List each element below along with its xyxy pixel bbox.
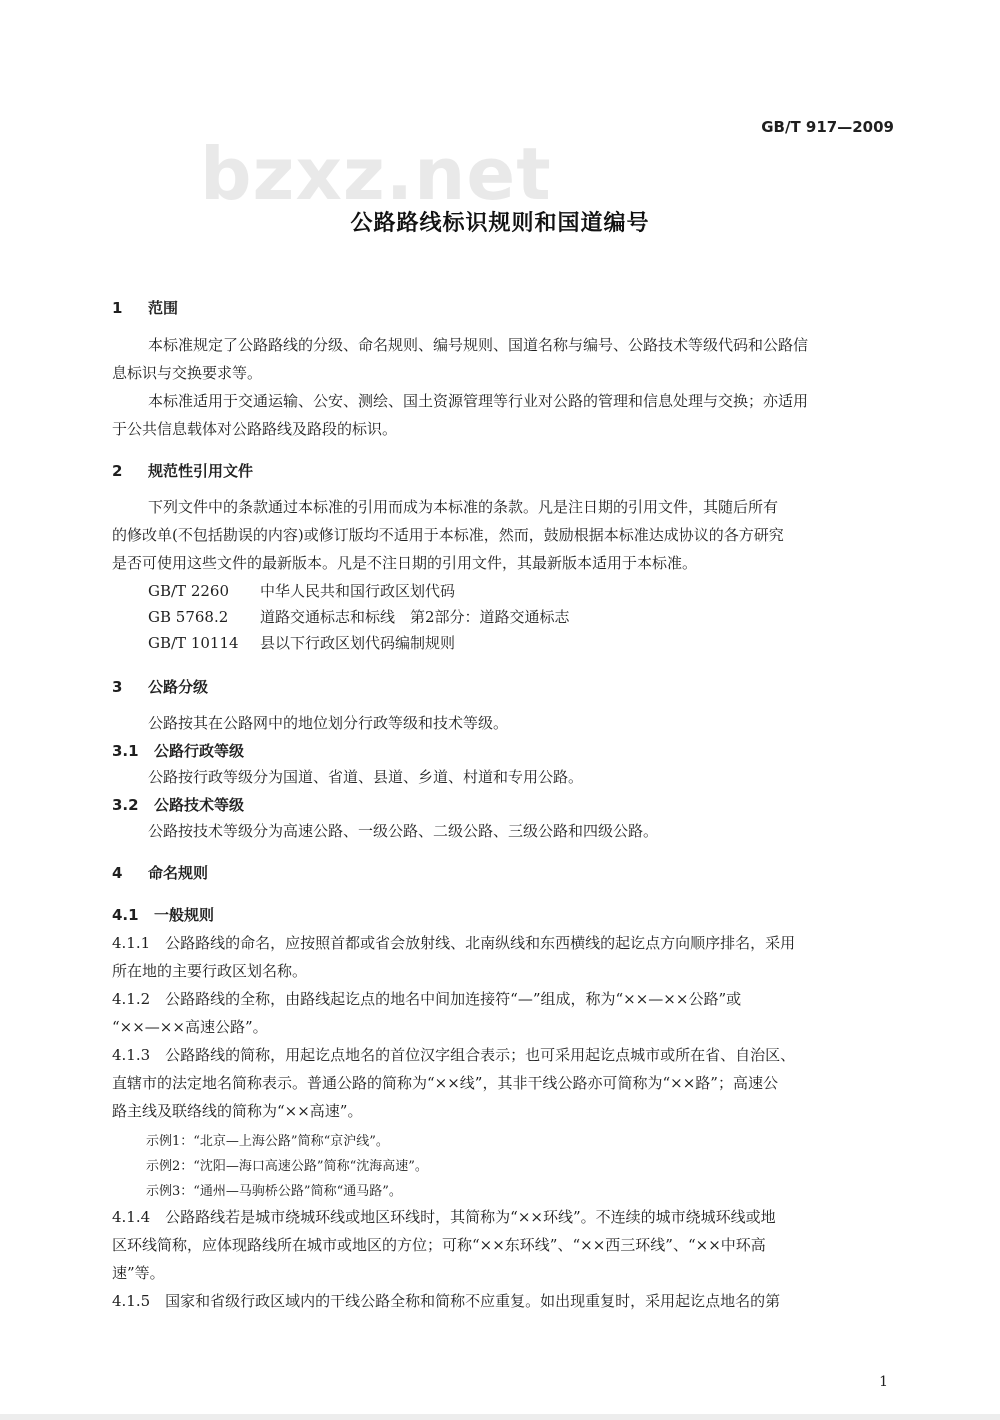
subsection-number: 3.2: [112, 796, 139, 814]
clause-4-1-3-line: 4.1.3 公路路线的简称，用起讫点地名的首位汉字组合表示；也可采用起讫点城市或所在省、自治区、: [112, 1046, 796, 1064]
clause-4-1-2-line: 4.1.2 公路路线的全称，由路线起讫点的地名中间加连接符“—”组成，称为“××—××公路”或: [112, 990, 742, 1008]
paragraph-line: 公路按其在公路网中的地位划分行政等级和技术等级。: [148, 714, 509, 732]
page-edge: [0, 1414, 1000, 1420]
subsection-number: 4.1: [112, 906, 139, 924]
reference-code: GB/T 10114: [148, 634, 239, 652]
paragraph-line: 息标识与交换要求等。: [112, 364, 263, 382]
standard-code: GB/T 917—2009: [761, 118, 894, 136]
section-3-heading: [112, 676, 208, 697]
clause-4-1-4-line: 速”等。: [112, 1264, 165, 1282]
paragraph-line: 下列文件中的条款通过本标准的引用而成为本标准的条款。凡是注日期的引用文件，其随后所有: [148, 498, 779, 516]
section-number: 1: [112, 299, 123, 317]
clause-4-1-2-line: “××—××高速公路”。: [112, 1018, 268, 1036]
section-4-heading: [112, 862, 208, 883]
reference-title: 县以下行政区划代码编制规则: [260, 634, 456, 652]
paragraph-line: 本标准规定了公路路线的分级、命名规则、编号规则、国道名称与编号、公路技术等级代码和公路信: [148, 336, 809, 354]
clause-4-1-3-line: 直辖市的法定地名简称表示。普通公路的简称为“××线”，其非干线公路亦可简称为“××路”；高速公: [112, 1074, 778, 1092]
subsection-number: 3.1: [112, 742, 139, 760]
subsection-title: 公路技术等级: [154, 796, 245, 814]
section-number: 4: [112, 864, 123, 882]
section-2-heading: [112, 460, 253, 481]
reference-item: [148, 632, 455, 653]
subsection-title: 一般规则: [154, 906, 215, 924]
document-title: 公路路线标识规则和国道编号: [350, 211, 650, 236]
section-1-heading: [112, 297, 178, 318]
page-number: 1: [879, 1374, 888, 1390]
example-line: 示例3：“通州—马驹桥公路”简称“通马路”。: [146, 1184, 402, 1199]
reference-item: [148, 580, 455, 601]
clause-4-1-5-line: 4.1.5 国家和省级行政区域内的干线公路全称和简称不应重复。如出现重复时，采用起讫点地名的第: [112, 1292, 781, 1310]
example-line: 示例1：“北京—上海公路”简称“京沪线”。: [146, 1134, 389, 1149]
reference-code: GB/T 2260: [148, 582, 230, 600]
paragraph-line: 于公共信息载体对公路路线及路段的标识。: [112, 420, 398, 438]
reference-item: [148, 606, 570, 627]
reference-title: 道路交通标志和标线 第2部分：道路交通标志: [260, 608, 570, 626]
section-title: 规范性引用文件: [148, 462, 254, 480]
section-title: 公路分级: [148, 678, 209, 696]
watermark: bzxz.net: [200, 132, 552, 216]
section-number: 3: [112, 678, 123, 696]
subsection-4-1-heading: [112, 904, 214, 925]
section-title: 命名规则: [148, 864, 209, 882]
clause-4-1-3-line: 路主线及联络线的简称为“××高速”。: [112, 1102, 363, 1120]
paragraph-line: 本标准适用于交通运输、公安、测绘、国土资源管理等行业对公路的管理和信息处理与交换；亦适用: [148, 392, 809, 410]
clause-4-1-1-line: 4.1.1 公路路线的命名，应按照首都或省会放射线、北南纵线和东西横线的起讫点方向顺序排名，采用: [112, 934, 796, 952]
reference-code: GB 5768.2: [148, 608, 229, 626]
reference-title: 中华人民共和国行政区划代码: [260, 582, 456, 600]
paragraph-line: 的修改单(不包括勘误的内容)或修订版均不适用于本标准，然而，鼓励根据本标准达成协议的各方研究: [112, 526, 784, 544]
example-line: 示例2：“沈阳—海口高速公路”简称“沈海高速”。: [146, 1159, 428, 1174]
subsection-3-1-heading: [112, 740, 244, 761]
subsection-title: 公路行政等级: [154, 742, 245, 760]
paragraph-line: 公路按技术等级分为高速公路、一级公路、二级公路、三级公路和四级公路。: [148, 822, 659, 840]
subsection-3-2-heading: [112, 794, 244, 815]
paragraph-line: 公路按行政等级分为国道、省道、县道、乡道、村道和专用公路。: [148, 768, 584, 786]
section-title: 范围: [148, 299, 179, 317]
clause-4-1-4-line: 区环线简称，应体现路线所在城市或地区的方位；可称“××东环线”、“××西三环线”、“××中环高: [112, 1236, 766, 1254]
section-number: 2: [112, 462, 123, 480]
paragraph-line: 是否可使用这些文件的最新版本。凡是不注日期的引用文件，其最新版本适用于本标准。: [112, 554, 698, 572]
clause-4-1-4-line: 4.1.4 公路路线若是城市绕城环线或地区环线时，其简称为“××环线”。不连续的城市绕城环线或地: [112, 1208, 776, 1226]
clause-4-1-1-line: 所在地的主要行政区划名称。: [112, 962, 308, 980]
